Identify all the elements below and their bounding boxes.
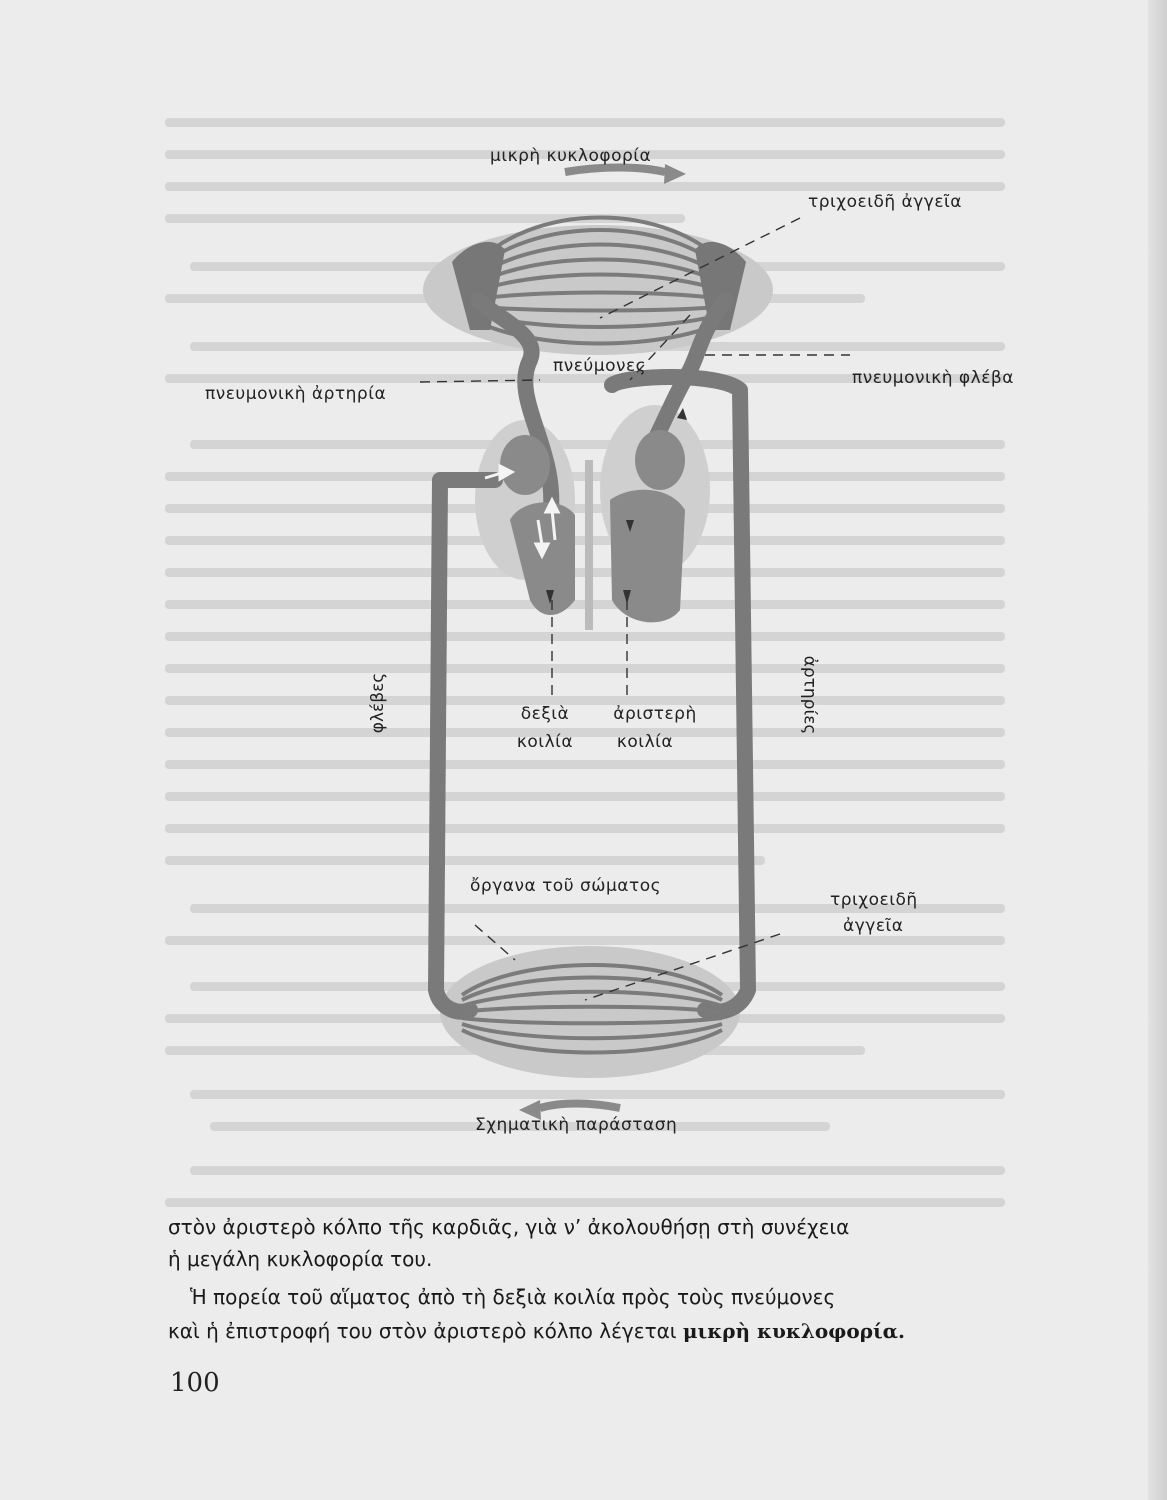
paragraph-line-1: στὸν ἀριστερὸ κόλπο τῆς καρδιᾶς, γιὰ ν’ ἀκολουθήσῃ στὴ συνέχεια [168,1215,850,1239]
page-edge-shadow [1148,0,1167,1500]
label-left-ventricle-line1: ἀριστερὴ [613,704,697,724]
paragraph-line-4-text: καὶ ἡ ἐπιστροφή του στὸν ἀριστερὸ κόλπο λέγεται [168,1319,677,1343]
term-pulmonary-circulation: μικρὴ κυκλοφορία. [682,1319,906,1343]
page-number: 100 [170,1368,220,1398]
label-right-ventricle-line1: δεξιὰ [520,704,570,724]
label-capillaries-bottom-line2: ἀγγεῖα [843,916,904,936]
label-body-organs: ὄργανα τοῦ σώματος [470,876,662,896]
top-flow-arrow [565,168,665,173]
label-pulmonary-vein: πνευμονικὴ φλέβα [852,368,1014,388]
paragraph-line-2: ἡ μεγάλη κυκλοφορία του. [168,1247,433,1271]
label-pulmonary-artery: πνευμονικὴ ἀρτηρία [205,384,387,404]
paragraph-line-3: Ἡ πορεία τοῦ αἵματος ἀπὸ τὴ δεξιὰ κοιλία πρὸς τοὺς πνεύμονες [190,1285,836,1309]
label-pulmonary-circulation: μικρὴ κυκλοφορία [490,146,652,166]
label-arteries: ἀρτηρίες [799,655,820,735]
figure-caption: Σχηματικὴ παράσταση [475,1115,678,1135]
vessel-loop [436,300,748,1012]
paragraph-line-4 [168,1312,1048,1350]
bottom-flow-arrow [540,1104,620,1109]
right-atrium [500,435,550,495]
label-right-ventricle-line2: κοιλία [516,732,574,752]
label-lungs: πνεύμονες [553,356,647,376]
label-veins: φλέβες [368,672,389,734]
left-ventricle [610,490,685,623]
heart [500,430,685,630]
right-ventricle [510,502,575,615]
top-flow-arrowhead [664,164,686,184]
label-left-ventricle-line2: κοιλία [616,732,674,752]
label-capillaries-bottom-line1: τριχοειδῆ [830,890,918,910]
left-atrium [635,430,685,490]
label-capillaries-top: τριχοειδῆ ἀγγεῖα [808,192,962,212]
septum [585,460,593,630]
